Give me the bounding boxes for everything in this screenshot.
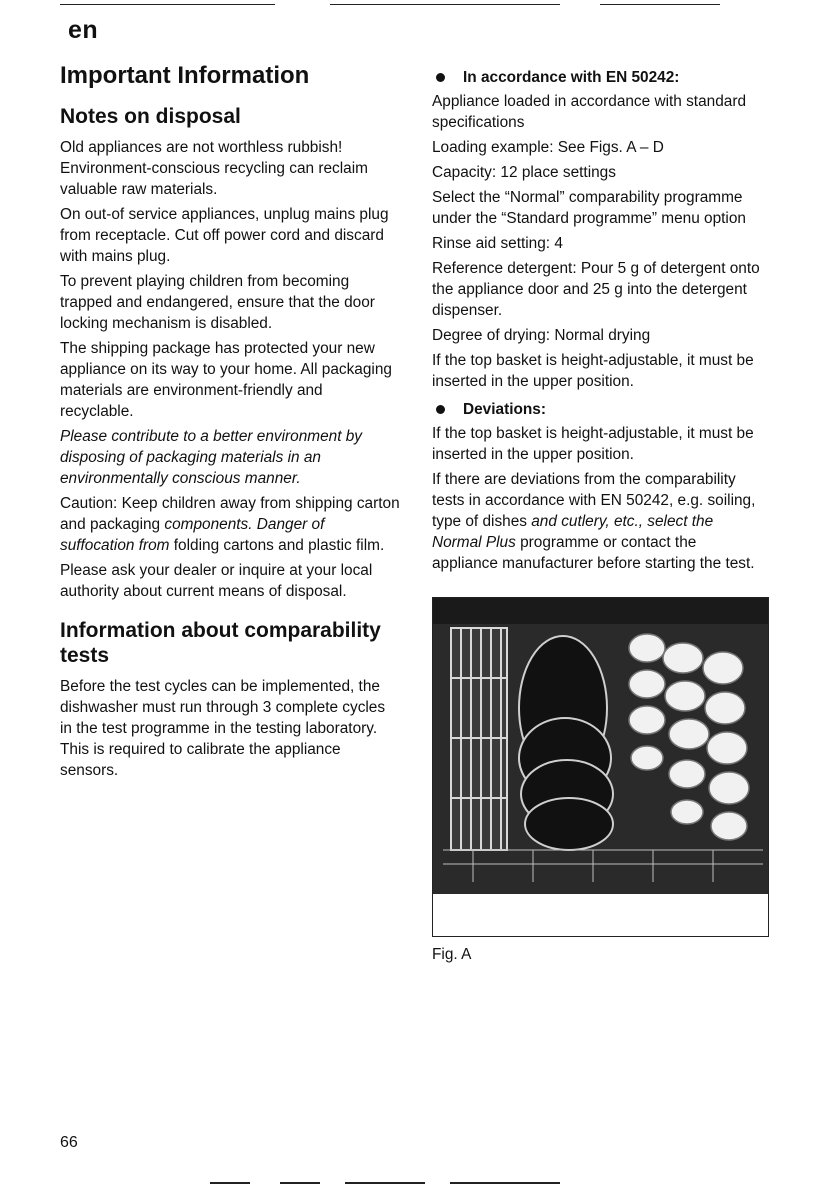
bullet-icon: [436, 405, 445, 414]
disposal-heading: Notes on disposal: [60, 105, 241, 128]
disposal-paragraph: Old appliances are not worthless rubbish! Environment-conscious recycling can reclaim valuable raw materials.: [60, 139, 368, 198]
en-standard-paragraph: Select the “Normal” comparability programme under the “Standard programme” menu option: [432, 189, 746, 227]
deviations-text-end: programme or contact the appliance manufacturer before starting the test.: [432, 534, 755, 572]
comparability-heading: Information about comparability tests: [60, 619, 381, 667]
deviations-text: If there are deviations from the comparability tests in accordance with EN 50242, e.g. soiling, type of dishes: [432, 471, 756, 530]
right-column: [432, 66, 762, 578]
deviations-text-italic: and cutlery, etc., select the Normal Plus: [432, 513, 714, 551]
page-number: 66: [60, 1134, 78, 1151]
bottom-rule: [450, 1182, 560, 1184]
comparability-paragraph: Before the test cycles can be implemented, the dishwasher must run through 3 complete cycles in the test programme in the testing laboratory. This is required to calibrate the appliance sensors.: [60, 678, 386, 779]
page-title: Important Information: [60, 62, 310, 89]
caution-text-end: folding cartons and plastic film.: [169, 537, 385, 554]
deviations-heading: [432, 398, 762, 421]
en-standard-paragraph: Degree of drying: Normal drying: [432, 327, 651, 344]
bottom-rule: [280, 1182, 320, 1184]
en-standard-paragraph: Capacity: 12 place settings: [432, 164, 616, 181]
caution-text-italic: components. Danger of suffocation from: [60, 516, 325, 554]
disposal-paragraph: To prevent playing children from becoming trapped and endangered, ensure that the door locking mechanism is disabled.: [60, 273, 375, 332]
bullet-icon: [436, 73, 445, 82]
en-standard-heading-text: In accordance with EN 50242:: [463, 69, 680, 86]
disposal-paragraph: Please contribute to a better environment by disposing of packaging materials in an environmentally conscious manner.: [60, 428, 363, 487]
en-standard-paragraph: Reference detergent: Pour 5 g of detergent onto the appliance door and 25 g into the detergent dispenser.: [432, 260, 760, 319]
en-standard-paragraph: Rinse aid setting: 4: [432, 235, 563, 252]
en-standard-heading: [432, 66, 762, 89]
top-rule: [330, 4, 560, 5]
deviations-paragraph: If the top basket is height-adjustable, it must be inserted in the upper position.: [432, 425, 754, 463]
disposal-paragraph: The shipping package has protected your new appliance on its way to your home. All packaging materials are environment-friendly and recyclable.: [60, 340, 392, 420]
top-rule: [60, 4, 275, 5]
left-column: [60, 62, 400, 785]
caution-text: Caution: Keep children away from shipping carton and packaging: [60, 495, 400, 533]
en-standard-paragraph: If the top basket is height-adjustable, it must be inserted in the upper position.: [432, 352, 754, 390]
bottom-rule: [345, 1182, 425, 1184]
bottom-rule: [210, 1182, 250, 1184]
en-standard-paragraph: Appliance loaded in accordance with standard specifications: [432, 93, 747, 131]
deviations-heading-text: Deviations:: [463, 401, 546, 418]
caution-paragraph: [60, 493, 400, 556]
figure-caption: Fig. A: [432, 946, 472, 963]
deviations-paragraph: [432, 469, 762, 574]
language-code: en: [68, 16, 99, 44]
figure-a-frame: [432, 597, 769, 937]
top-rule: [600, 4, 720, 5]
en-standard-paragraph: Loading example: See Figs. A – D: [432, 139, 664, 156]
disposal-paragraph: On out-of service appliances, unplug mains plug from receptacle. Cut off power cord and discard with mains plug.: [60, 206, 389, 265]
disposal-paragraph: Please ask your dealer or inquire at your local authority about current means of disposal.: [60, 562, 373, 600]
dishwasher-basket-photo: [433, 598, 768, 894]
